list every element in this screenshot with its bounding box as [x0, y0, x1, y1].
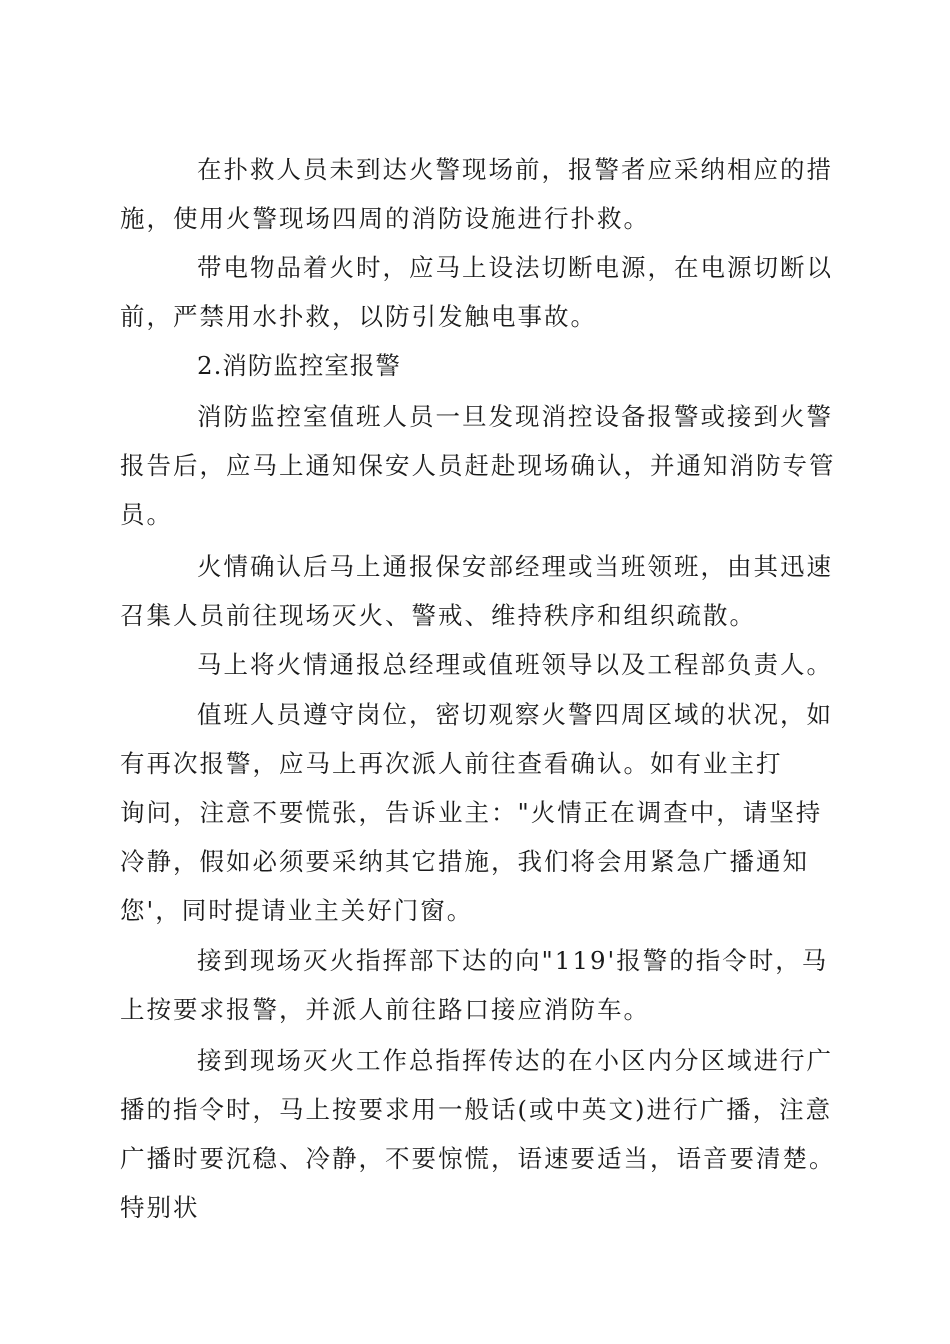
- paragraph-duty-staff: 值班人员遵守岗位，密切观察火警四周区域的状况，如有再次报警，应马上再次派人前往查看确认。如有业主打 询问，注意不要慌张，告诉业主："火情正在调查中，请坚持冷静，假如必须要采纳其它措施，我们将会用紧急广播通知您'，同时提请业主关好门窗。: [120, 700, 833, 925]
- paragraph-119-alarm: 接到现场灭火指挥部下达的向"119'报警的指令时，马上按要求报警，并派人前往路口接应消防车。: [120, 946, 829, 1024]
- paragraph-rescue-before-arrival: 在扑救人员未到达火警现场前，报警者应采纳相应的措施，使用火警现场四周的消防设施进行扑救。: [120, 155, 833, 233]
- paragraph-monitoring-duty: 消防监控室值班人员一旦发现消控设备报警或接到火警报告后，应马上通知保安人员赶赴现场确认，并通知消防专管员。: [120, 402, 836, 529]
- section-heading-monitoring-room: 2.消防监控室报警: [197, 351, 401, 380]
- paragraph-broadcast: 接到现场灭火工作总指挥传达的在小区内分区域进行广播的指令时，马上按要求用一般话(或中英文)进行广播，注意广播时要沉稳、冷静，不要惊慌，语速要适当，语音要清楚。特别状: [120, 1046, 836, 1222]
- paragraph-fire-confirmation: 火情确认后马上通报保安部经理或当班领班，由其迅速召集人员前往现场灭火、警戒、维持秩序和组织疏散。: [120, 552, 833, 630]
- paragraph-notify-manager: 马上将火情通报总经理或值班领导以及工程部负责人。: [197, 650, 833, 679]
- paragraph-electrical-fire: 带电物品着火时，应马上设法切断电源，在电源切断以前，严禁用水扑救，以防引发触电事故。: [120, 253, 833, 331]
